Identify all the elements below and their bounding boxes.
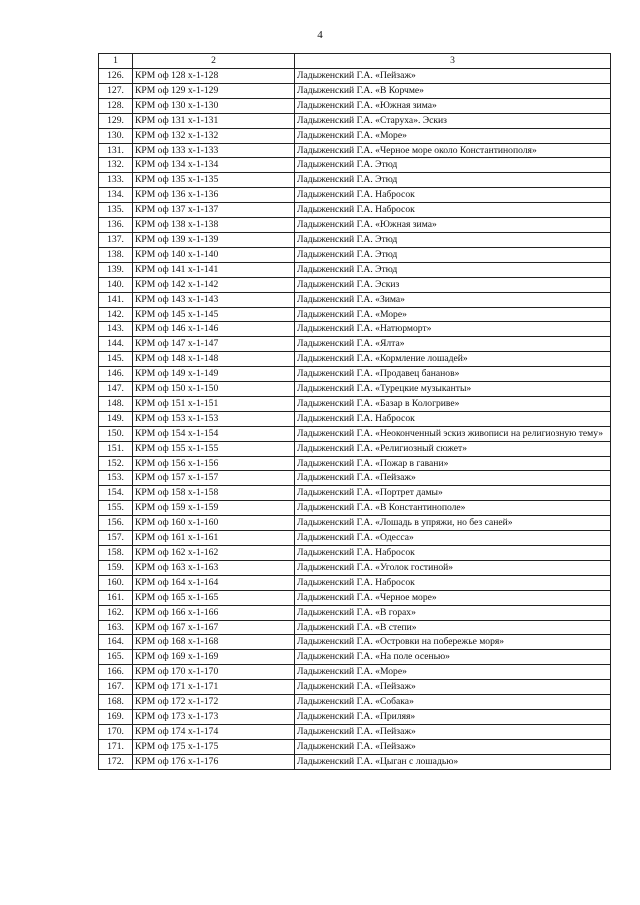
inventory-code: КРМ оф 156 х-1-156	[133, 456, 295, 471]
inventory-code: КРМ оф 138 х-1-138	[133, 218, 295, 233]
artwork-title: Ладыженский Г.А. «В горах»	[295, 605, 611, 620]
inventory-code: КРМ оф 162 х-1-162	[133, 546, 295, 561]
inventory-code: КРМ оф 170 х-1-170	[133, 665, 295, 680]
inventory-code: КРМ оф 131 х-1-131	[133, 113, 295, 128]
row-number: 153.	[99, 471, 133, 486]
table-header	[99, 54, 611, 69]
row-number: 142.	[99, 307, 133, 322]
artwork-title: Ладыженский Г.А. «Цыган с лошадью»	[295, 754, 611, 769]
table-row	[99, 113, 611, 128]
row-number: 143.	[99, 322, 133, 337]
table-row	[99, 98, 611, 113]
inventory-code: КРМ оф 171 х-1-171	[133, 680, 295, 695]
artwork-title: Ладыженский Г.А. «Черное море»	[295, 590, 611, 605]
table-row	[99, 337, 611, 352]
table-row	[99, 203, 611, 218]
row-number: 130.	[99, 128, 133, 143]
table-row	[99, 739, 611, 754]
inventory-code: КРМ оф 167 х-1-167	[133, 620, 295, 635]
artwork-title: Ладыженский Г.А. «Пейзаж»	[295, 69, 611, 84]
artwork-title: Ладыженский Г.А. «Черное море около Константинополя»	[295, 143, 611, 158]
row-number: 152.	[99, 456, 133, 471]
row-number: 159.	[99, 560, 133, 575]
row-number: 147.	[99, 382, 133, 397]
row-number: 134.	[99, 188, 133, 203]
table-row	[99, 218, 611, 233]
artwork-title: Ладыженский Г.А. Набросок	[295, 188, 611, 203]
table-row	[99, 560, 611, 575]
table-row	[99, 232, 611, 247]
artwork-title: Ладыженский Г.А. «Островки на побережье моря»	[295, 635, 611, 650]
row-number: 129.	[99, 113, 133, 128]
row-number: 140.	[99, 277, 133, 292]
row-number: 148.	[99, 396, 133, 411]
row-number: 172.	[99, 754, 133, 769]
table-row	[99, 352, 611, 367]
artwork-title: Ладыженский Г.А. «Собака»	[295, 695, 611, 710]
table-row	[99, 426, 611, 441]
page-number: 4	[317, 29, 323, 41]
table-row	[99, 367, 611, 382]
table-row	[99, 396, 611, 411]
inventory-code: КРМ оф 172 х-1-172	[133, 695, 295, 710]
artwork-title: Ладыженский Г.А. «Пейзаж»	[295, 739, 611, 754]
row-number: 156.	[99, 516, 133, 531]
artwork-title: Ладыженский Г.А. «Уголок гостиной»	[295, 560, 611, 575]
table-row	[99, 501, 611, 516]
inventory-code: КРМ оф 141 х-1-141	[133, 262, 295, 277]
inventory-code: КРМ оф 148 х-1-148	[133, 352, 295, 367]
inventory-code: КРМ оф 168 х-1-168	[133, 635, 295, 650]
artwork-title: Ладыженский Г.А. «Натюрморт»	[295, 322, 611, 337]
table-row	[99, 382, 611, 397]
artwork-title: Ладыженский Г.А. «Море»	[295, 665, 611, 680]
inventory-code: КРМ оф 163 х-1-163	[133, 560, 295, 575]
artwork-title: Ладыженский Г.А. «Южная зима»	[295, 218, 611, 233]
row-number: 171.	[99, 739, 133, 754]
inventory-code: КРМ оф 142 х-1-142	[133, 277, 295, 292]
inventory-code: КРМ оф 145 х-1-145	[133, 307, 295, 322]
row-number: 162.	[99, 605, 133, 620]
row-number: 144.	[99, 337, 133, 352]
row-number: 158.	[99, 546, 133, 561]
row-number: 168.	[99, 695, 133, 710]
inventory-code: КРМ оф 139 х-1-139	[133, 232, 295, 247]
inventory-code: КРМ оф 154 х-1-154	[133, 426, 295, 441]
artwork-title: Ладыженский Г.А. «Зима»	[295, 292, 611, 307]
inventory-code: КРМ оф 158 х-1-158	[133, 486, 295, 501]
artwork-title: Ладыженский Г.А. «Продавец бананов»	[295, 367, 611, 382]
row-number: 151.	[99, 441, 133, 456]
artwork-title: Ладыженский Г.А. «Пейзаж»	[295, 724, 611, 739]
inventory-code: КРМ оф 128 х-1-128	[133, 69, 295, 84]
table-row	[99, 292, 611, 307]
table-row	[99, 128, 611, 143]
row-number: 135.	[99, 203, 133, 218]
inventory-code: КРМ оф 164 х-1-164	[133, 575, 295, 590]
inventory-code: КРМ оф 160 х-1-160	[133, 516, 295, 531]
inventory-code: КРМ оф 143 х-1-143	[133, 292, 295, 307]
table-row	[99, 143, 611, 158]
table-row	[99, 173, 611, 188]
artwork-title: Ладыженский Г.А. «Базар в Кологриве»	[295, 396, 611, 411]
table-row	[99, 441, 611, 456]
row-number: 166.	[99, 665, 133, 680]
inventory-code: КРМ оф 146 х-1-146	[133, 322, 295, 337]
inventory-code: КРМ оф 157 х-1-157	[133, 471, 295, 486]
table-row	[99, 665, 611, 680]
inventory-code: КРМ оф 137 х-1-137	[133, 203, 295, 218]
table-row	[99, 486, 611, 501]
table-row	[99, 680, 611, 695]
inventory-code: КРМ оф 140 х-1-140	[133, 247, 295, 262]
table-row	[99, 635, 611, 650]
row-number: 155.	[99, 501, 133, 516]
row-number: 167.	[99, 680, 133, 695]
artwork-title: Ладыженский Г.А. «На поле осенью»	[295, 650, 611, 665]
inventory-code: КРМ оф 175 х-1-175	[133, 739, 295, 754]
artwork-title: Ладыженский Г.А. «В степи»	[295, 620, 611, 635]
artwork-title: Ладыженский Г.А. Этюд	[295, 262, 611, 277]
inventory-code: КРМ оф 134 х-1-134	[133, 158, 295, 173]
artwork-title: Ладыженский Г.А. «Одесса»	[295, 531, 611, 546]
artwork-title: Ладыженский Г.А. «В Константинополе»	[295, 501, 611, 516]
artwork-title: Ладыженский Г.А. «Море»	[295, 128, 611, 143]
row-number: 126.	[99, 69, 133, 84]
row-number: 136.	[99, 218, 133, 233]
table-row	[99, 516, 611, 531]
inventory-code: КРМ оф 136 х-1-136	[133, 188, 295, 203]
table-row	[99, 69, 611, 84]
artwork-title: Ладыженский Г.А. Эскиз	[295, 277, 611, 292]
row-number: 150.	[99, 426, 133, 441]
artwork-title: Ладыженский Г.А. «Турецкие музыканты»	[295, 382, 611, 397]
table-row	[99, 456, 611, 471]
inventory-code: КРМ оф 129 х-1-129	[133, 83, 295, 98]
artwork-title: Ладыженский Г.А. Этюд	[295, 247, 611, 262]
inventory-code: КРМ оф 161 х-1-161	[133, 531, 295, 546]
table-row	[99, 650, 611, 665]
inventory-code: КРМ оф 147 х-1-147	[133, 337, 295, 352]
artwork-title: Ладыженский Г.А. Этюд	[295, 232, 611, 247]
table-row	[99, 277, 611, 292]
inventory-code: КРМ оф 149 х-1-149	[133, 367, 295, 382]
inventory-code: КРМ оф 166 х-1-166	[133, 605, 295, 620]
artwork-title: Ладыженский Г.А. «Портрет дамы»	[295, 486, 611, 501]
inventory-code: КРМ оф 173 х-1-173	[133, 709, 295, 724]
row-number: 161.	[99, 590, 133, 605]
table-row	[99, 605, 611, 620]
row-number: 154.	[99, 486, 133, 501]
row-number: 137.	[99, 232, 133, 247]
artwork-title: Ладыженский Г.А. «Пожар в гавани»	[295, 456, 611, 471]
inventory-code: КРМ оф 153 х-1-153	[133, 411, 295, 426]
column-header-title: 3	[295, 54, 611, 69]
artwork-title: Ладыженский Г.А. «В Корчме»	[295, 83, 611, 98]
row-number: 165.	[99, 650, 133, 665]
artwork-title: Ладыженский Г.А. «Лошадь в упряжи, но без саней»	[295, 516, 611, 531]
header-row	[99, 54, 611, 69]
artwork-title: Ладыженский Г.А. Набросок	[295, 203, 611, 218]
table-row	[99, 188, 611, 203]
table-row	[99, 262, 611, 277]
row-number: 131.	[99, 143, 133, 158]
artwork-title: Ладыженский Г.А. «Пейзаж»	[295, 471, 611, 486]
row-number: 141.	[99, 292, 133, 307]
table-row	[99, 695, 611, 710]
row-number: 139.	[99, 262, 133, 277]
artwork-title: Ладыженский Г.А. Набросок	[295, 411, 611, 426]
table-row	[99, 411, 611, 426]
artwork-title: Ладыженский Г.А. «Неоконченный эскиз живописи на религиозную тему»	[295, 426, 611, 441]
row-number: 160.	[99, 575, 133, 590]
table-row	[99, 546, 611, 561]
table-row	[99, 247, 611, 262]
row-number: 128.	[99, 98, 133, 113]
table-row	[99, 590, 611, 605]
table-row	[99, 531, 611, 546]
inventory-code: КРМ оф 176 х-1-176	[133, 754, 295, 769]
artwork-title: Ладыженский Г.А. Этюд	[295, 173, 611, 188]
artwork-title: Ладыженский Г.А. Этюд	[295, 158, 611, 173]
artwork-title: Ладыженский Г.А. «Ялта»	[295, 337, 611, 352]
inventory-code: КРМ оф 135 х-1-135	[133, 173, 295, 188]
table-row	[99, 471, 611, 486]
artwork-title: Ладыженский Г.А. «Религиозный сюжет»	[295, 441, 611, 456]
row-number: 157.	[99, 531, 133, 546]
table-row	[99, 754, 611, 769]
inventory-code: КРМ оф 174 х-1-174	[133, 724, 295, 739]
table-row	[99, 724, 611, 739]
row-number: 163.	[99, 620, 133, 635]
inventory-code: КРМ оф 169 х-1-169	[133, 650, 295, 665]
table-row	[99, 307, 611, 322]
inventory-code: КРМ оф 133 х-1-133	[133, 143, 295, 158]
row-number: 146.	[99, 367, 133, 382]
artwork-title: Ладыженский Г.А. «Приляя»	[295, 709, 611, 724]
row-number: 169.	[99, 709, 133, 724]
table-row	[99, 83, 611, 98]
table-row	[99, 709, 611, 724]
table-row	[99, 620, 611, 635]
row-number: 145.	[99, 352, 133, 367]
inventory-code: КРМ оф 150 х-1-150	[133, 382, 295, 397]
column-header-code: 2	[133, 54, 295, 69]
row-number: 127.	[99, 83, 133, 98]
artwork-title: Ладыженский Г.А. «Южная зима»	[295, 98, 611, 113]
row-number: 149.	[99, 411, 133, 426]
row-number: 170.	[99, 724, 133, 739]
row-number: 164.	[99, 635, 133, 650]
artwork-title: Ладыженский Г.А. «Кормление лошадей»	[295, 352, 611, 367]
inventory-table	[98, 53, 611, 770]
inventory-code: КРМ оф 165 х-1-165	[133, 590, 295, 605]
inventory-code: КРМ оф 159 х-1-159	[133, 501, 295, 516]
row-number: 133.	[99, 173, 133, 188]
column-header-number: 1	[99, 54, 133, 69]
table-row	[99, 575, 611, 590]
artwork-title: Ладыженский Г.А. «Пейзаж»	[295, 680, 611, 695]
inventory-code: КРМ оф 151 х-1-151	[133, 396, 295, 411]
table-row	[99, 322, 611, 337]
artwork-title: Ладыженский Г.А. «Море»	[295, 307, 611, 322]
artwork-title: Ладыженский Г.А. Набросок	[295, 546, 611, 561]
row-number: 138.	[99, 247, 133, 262]
inventory-code: КРМ оф 132 х-1-132	[133, 128, 295, 143]
table-body	[99, 69, 611, 770]
table-row	[99, 158, 611, 173]
inventory-code: КРМ оф 130 х-1-130	[133, 98, 295, 113]
inventory-code: КРМ оф 155 х-1-155	[133, 441, 295, 456]
artwork-title: Ладыженский Г.А. «Старуха». Эскиз	[295, 113, 611, 128]
artwork-title: Ладыженский Г.А. Набросок	[295, 575, 611, 590]
row-number: 132.	[99, 158, 133, 173]
